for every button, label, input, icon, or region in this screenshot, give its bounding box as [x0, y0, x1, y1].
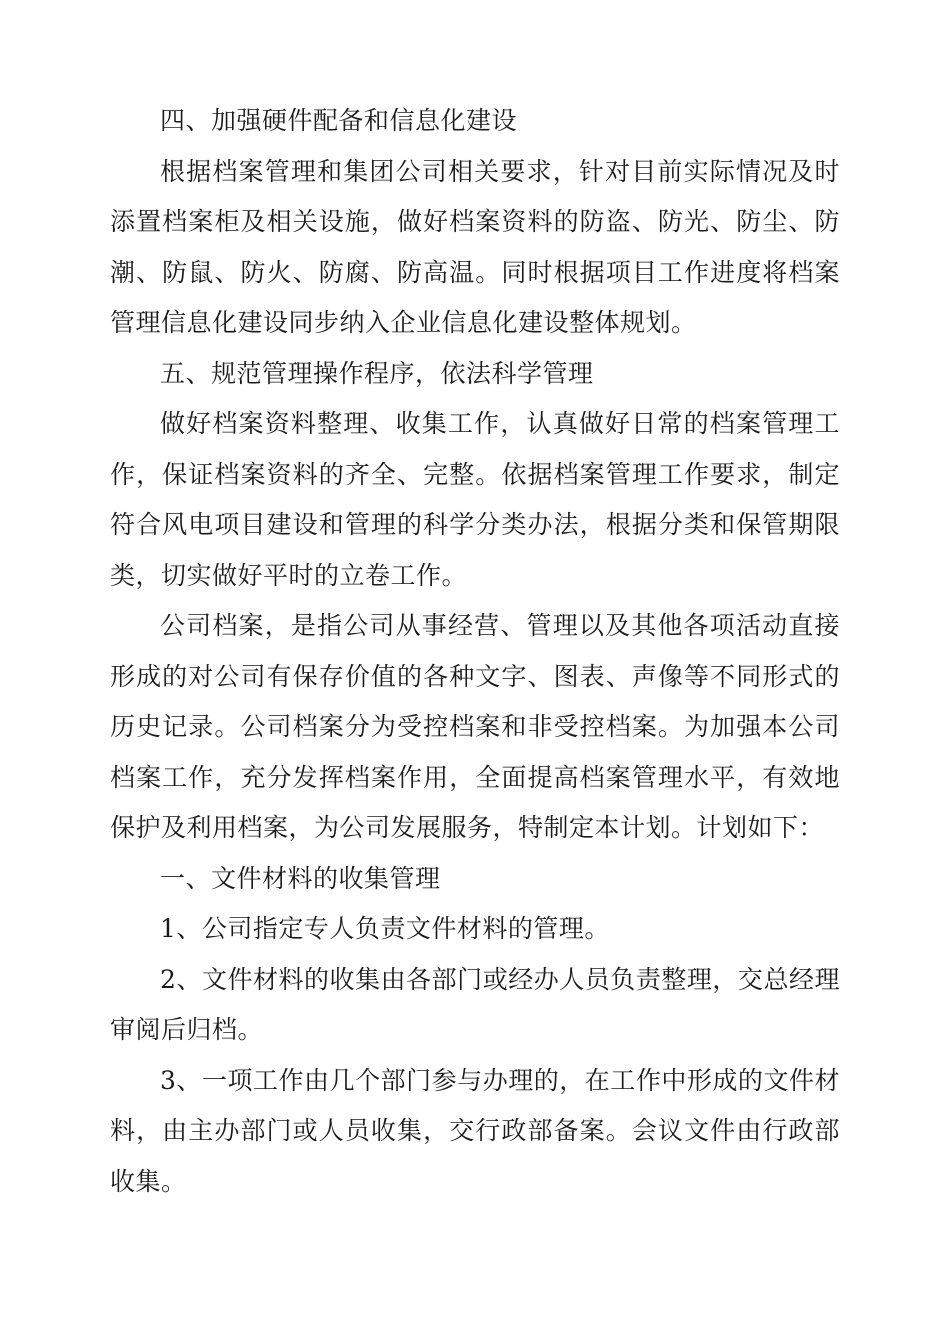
list-item: 1、公司指定专人负责文件材料的管理。 [160, 914, 610, 943]
body-paragraph: 根据档案管理和集团公司相关要求，针对目前实际情况及时添置档案柜及相关设施，做好档案资料的防盗、防光、防尘、防潮、防鼠、防火、防腐、防高温。同时根据项目工作进度将档案管理信息化建设同步纳入企业信息化建设整体规划。 [110, 156, 840, 337]
list-item: 2、文件材料的收集由各部门或经办人员负责整理，交总经理审阅后归档。 [110, 964, 840, 1044]
body-paragraph: 做好档案资料整理、收集工作，认真做好日常的档案管理工作，保证档案资料的齐全、完整。依据档案管理工作要求，制定符合风电项目建设和管理的科学分类办法，根据分类和保管期限类，切实做好平时的立卷工作。 [110, 409, 840, 590]
section-heading-1: 一、文件材料的收集管理 [160, 863, 441, 893]
section-heading-5: 五、规范管理操作程序，依法科学管理 [160, 358, 594, 388]
document-page [110, 96, 840, 1207]
section-heading-4: 四、加强硬件配备和信息化建设 [160, 106, 518, 135]
body-paragraph: 公司档案，是指公司从事经营、管理以及其他各项活动直接形成的对公司有保存价值的各种文字、图表、声像等不同形式的历史记录。公司档案分为受控档案和非受控档案。为加强本公司档案工作，充分发挥档案作用，全面提高档案管理水平，有效地保护及利用档案，为公司发展服务，特制定本计划。计划如下： [110, 611, 840, 842]
list-item: 3、一项工作由几个部门参与办理的，在工作中形成的文件材料，由主办部门或人员收集，交行政部备案。会议文件由行政部收集。 [110, 1065, 840, 1196]
